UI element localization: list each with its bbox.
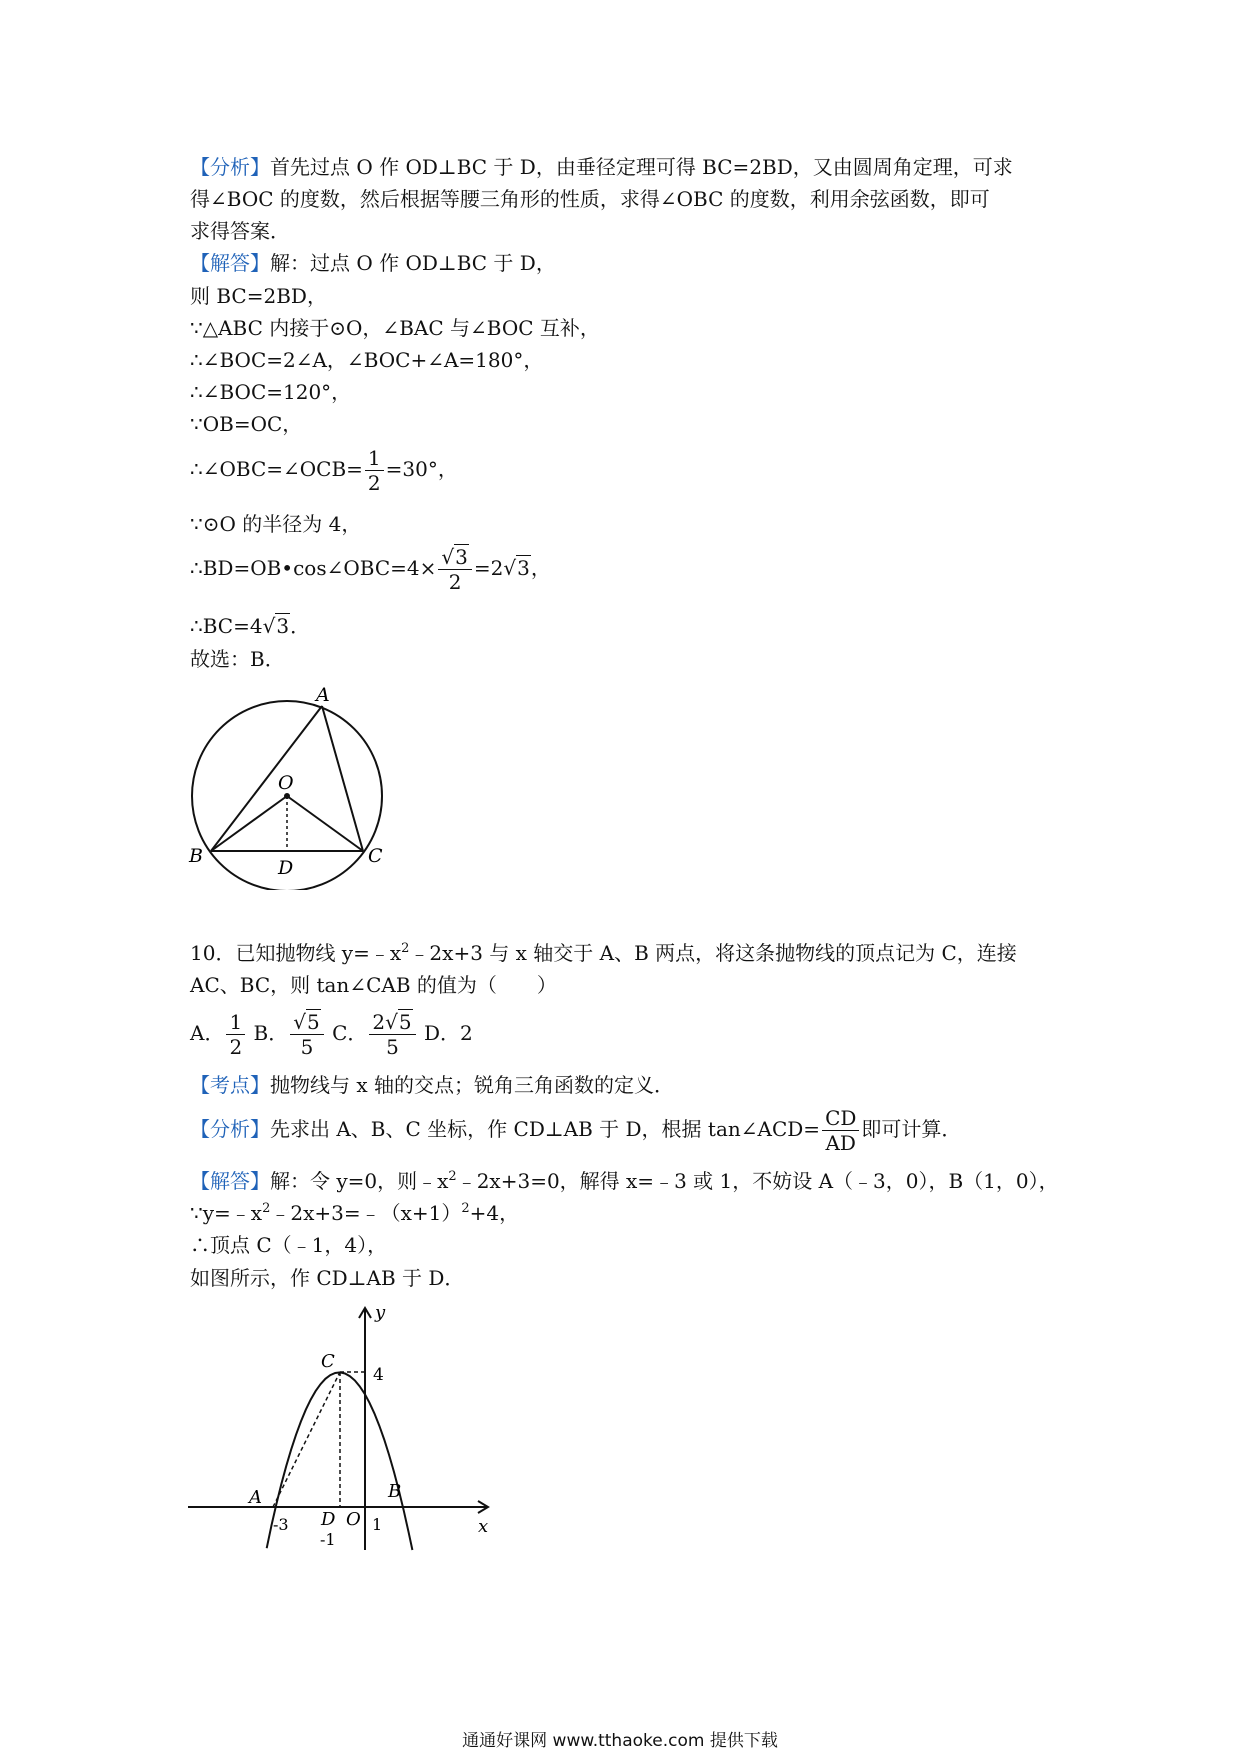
label-4: 4 bbox=[373, 1365, 384, 1385]
chord-ac bbox=[322, 706, 363, 851]
parabola-figure bbox=[180, 1290, 500, 1560]
label-o: O bbox=[278, 772, 294, 794]
answer-line-11: 故选：B． bbox=[190, 647, 285, 671]
label-1: 1 bbox=[372, 1515, 383, 1534]
fraction: $\frac{2√5}{5}$ bbox=[369, 1010, 415, 1059]
q10-answer-line-2: $\because y=﹣x^2﹣2x+3=﹣(x+1)^2+4$， bbox=[190, 1201, 520, 1225]
sqrt: √3 bbox=[262, 614, 290, 638]
option-b: B． bbox=[253, 1021, 289, 1045]
label-minus-1: -1 bbox=[320, 1530, 336, 1549]
fraction: $\frac{1}{2}$ bbox=[365, 446, 384, 495]
answer-tag: 【解答】 bbox=[190, 1169, 270, 1193]
label-x: x bbox=[478, 1516, 489, 1537]
q10-options bbox=[190, 1010, 473, 1059]
analysis-tag: 【分析】 bbox=[190, 1117, 270, 1141]
chord-ab bbox=[211, 706, 322, 851]
answer-line-8: ∵⊙O 的半径为 4， bbox=[190, 512, 362, 536]
q10-stem-line-1: 10．已知抛物线 $y=﹣x^2﹣2x+3$ 与 x 轴交于 A、B 两点，将这条抛物线的顶点记为 C，连接 bbox=[190, 941, 1017, 965]
analysis-text: 首先过点 O 作 OD⊥BC 于 D，由垂径定理可得 BC=2BD，又由圆周角定理，可求 bbox=[270, 155, 1013, 179]
answer-line-7: ∴∠OBC=∠OCB= $\frac{1}{2}$ =30°， bbox=[190, 446, 458, 495]
answer-text: 解：过点 O 作 OD⊥BC 于 D， bbox=[270, 251, 556, 275]
option-c: C． bbox=[332, 1021, 368, 1045]
answer-line-3: ∵△ABC 内接于⊙O，∠BAC 与∠BOC 互补， bbox=[190, 316, 600, 340]
answer-line-10: ∴BC=4√3． bbox=[190, 614, 311, 638]
label-d: D bbox=[321, 1509, 336, 1530]
label-c: C bbox=[321, 1351, 335, 1372]
fraction: $\frac{√5}{5}$ bbox=[290, 1010, 323, 1059]
footer: 通通好课网 www.tthaoke.com 提供下载 bbox=[462, 1731, 778, 1751]
label-c: C bbox=[368, 845, 383, 867]
label-minus-3: -3 bbox=[273, 1515, 289, 1534]
fraction: $\frac{√3}{2}$ bbox=[438, 545, 471, 594]
q10-answer-line-4: 如图所示，作 CD⊥AB 于 D． bbox=[190, 1266, 465, 1290]
label-a: A bbox=[249, 1487, 262, 1508]
label-a: A bbox=[316, 684, 330, 706]
analysis-line-2: 得∠BOC 的度数，然后根据等腰三角形的性质，求得∠OBC 的度数，利用余弦函数，即可 bbox=[190, 187, 990, 211]
q10-analysis: 【分析】先求出 A、B、C 坐标，作 CD⊥AB 于 D，根据 tan∠ACD= $\frac{CD}{AD}$ 即可计算． bbox=[190, 1106, 962, 1155]
analysis-line-3: 求得答案． bbox=[190, 219, 290, 243]
label-d: D bbox=[278, 857, 294, 879]
fraction: $\frac{CD}{AD}$ bbox=[822, 1106, 859, 1155]
segment-oc bbox=[287, 796, 363, 851]
answer-line-1 bbox=[190, 249, 556, 277]
circle-figure bbox=[180, 678, 400, 890]
analysis-line-1 bbox=[190, 153, 1013, 181]
label-b: B bbox=[388, 1481, 402, 1502]
option-a: A． bbox=[190, 1021, 225, 1045]
fraction: $\frac{1}{2}$ bbox=[226, 1010, 245, 1059]
answer-tag: 【解答】 bbox=[190, 251, 270, 275]
point-tag: 【考点】 bbox=[190, 1073, 270, 1097]
q10-answer-line-1: 【解答】解：令 y=0，则$﹣x^2﹣2x+3=0$，解得 x=﹣3 或 1，不妨设 A（﹣3，0），B（1，0）， bbox=[190, 1169, 1059, 1193]
q10-stem-line-2: AC、BC，则 tan∠CAB 的值为（ ） bbox=[190, 973, 557, 997]
analysis-tag: 【分析】 bbox=[190, 155, 270, 179]
segment-ac bbox=[273, 1372, 340, 1507]
segment-ob bbox=[211, 796, 287, 851]
label-o: O bbox=[346, 1509, 361, 1530]
q10-point: 【考点】抛物线与 x 轴的交点；锐角三角函数的定义． bbox=[190, 1073, 674, 1097]
label-y: y bbox=[375, 1302, 386, 1323]
q10-answer-line-3: ∴顶点 C（﹣1，4）， bbox=[190, 1233, 388, 1257]
sqrt: √3 bbox=[503, 556, 530, 580]
label-b: B bbox=[189, 845, 203, 867]
answer-line-5: ∴∠BOC=120°， bbox=[190, 380, 352, 404]
sqrt: √3 bbox=[441, 545, 468, 569]
answer-line-6: ∵OB=OC， bbox=[190, 412, 303, 436]
answer-line-9: ∴BD=OB•cos∠OBC=4× $\frac{√3}{2}$ =2√3， bbox=[190, 545, 551, 594]
answer-line-4: ∴∠BOC=2∠A，∠BOC+∠A=180°， bbox=[190, 348, 544, 372]
answer-line-2: 则 BC=2BD， bbox=[190, 284, 327, 308]
option-d: D．2 bbox=[423, 1021, 473, 1045]
